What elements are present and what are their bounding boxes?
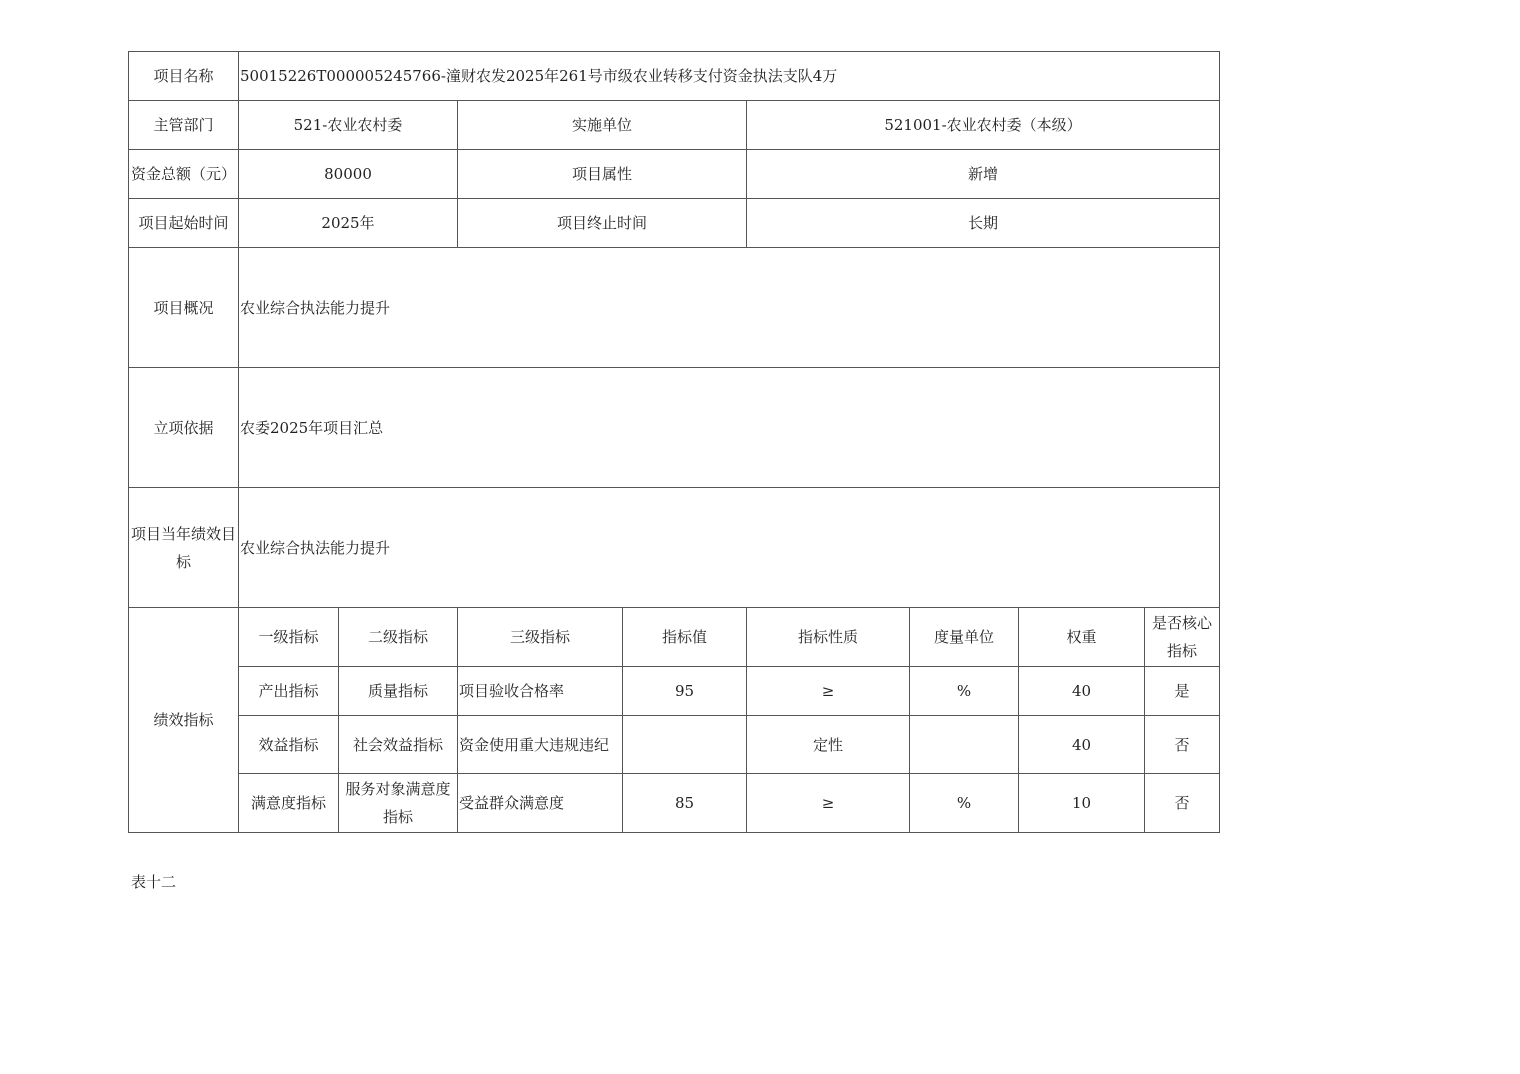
cell-level1: 产出指标 (239, 667, 339, 716)
cell-level1: 满意度指标 (239, 774, 339, 833)
cell-weight: 40 (1019, 667, 1145, 716)
cell-value: 95 (623, 667, 747, 716)
goal-row (129, 488, 1220, 608)
fund-row (129, 150, 1220, 199)
start-time-label: 项目起始时间 (129, 199, 239, 248)
header-level2: 二级指标 (339, 608, 458, 667)
cell-level2: 社会效益指标 (339, 716, 458, 774)
cell-level3: 受益群众满意度 (458, 774, 623, 833)
cell-unit: % (910, 774, 1019, 833)
goal-label: 项目当年绩效目标 (129, 488, 239, 608)
cell-nature: ≥ (747, 667, 910, 716)
overview-value: 农业综合执法能力提升 (239, 248, 1220, 368)
cell-unit (910, 716, 1019, 774)
overview-row (129, 248, 1220, 368)
cell-weight: 40 (1019, 716, 1145, 774)
end-time-value: 长期 (747, 199, 1220, 248)
header-value: 指标值 (623, 608, 747, 667)
indicators-section-label: 绩效指标 (129, 608, 239, 833)
end-time-label: 项目终止时间 (458, 199, 747, 248)
cell-nature: 定性 (747, 716, 910, 774)
cell-level2: 质量指标 (339, 667, 458, 716)
cell-weight: 10 (1019, 774, 1145, 833)
basis-row (129, 368, 1220, 488)
cell-unit: % (910, 667, 1019, 716)
total-fund-value: 80000 (239, 150, 458, 199)
header-core: 是否核心指标 (1145, 608, 1220, 667)
total-fund-label: 资金总额（元） (129, 150, 239, 199)
department-value: 521-农业农村委 (239, 101, 458, 150)
cell-core: 否 (1145, 716, 1220, 774)
goal-value: 农业综合执法能力提升 (239, 488, 1220, 608)
header-nature: 指标性质 (747, 608, 910, 667)
header-level1: 一级指标 (239, 608, 339, 667)
department-label: 主管部门 (129, 101, 239, 150)
period-row (129, 199, 1220, 248)
cell-core: 否 (1145, 774, 1220, 833)
cell-value (623, 716, 747, 774)
project-attribute-label: 项目属性 (458, 150, 747, 199)
cell-nature: ≥ (747, 774, 910, 833)
cell-value: 85 (623, 774, 747, 833)
implementing-unit-label: 实施单位 (458, 101, 747, 150)
cell-level3: 资金使用重大违规违纪 (458, 716, 623, 774)
start-time-value: 2025年 (239, 199, 458, 248)
project-performance-table (128, 51, 1220, 833)
cell-level2: 服务对象满意度指标 (339, 774, 458, 833)
cell-level1: 效益指标 (239, 716, 339, 774)
basis-value: 农委2025年项目汇总 (239, 368, 1220, 488)
implementing-unit-value: 521001-农业农村委（本级） (747, 101, 1220, 150)
project-name-value: 50015226T000005245766-潼财农发2025年261号市级农业转移支付资金执法支队4万 (239, 52, 1220, 101)
table-row (129, 716, 1220, 774)
header-level3: 三级指标 (458, 608, 623, 667)
project-name-label: 项目名称 (129, 52, 239, 101)
overview-label: 项目概况 (129, 248, 239, 368)
indicator-header-row (129, 608, 1220, 667)
header-unit: 度量单位 (910, 608, 1019, 667)
header-weight: 权重 (1019, 608, 1145, 667)
table-row (129, 667, 1220, 716)
table-caption: 表十二 (131, 873, 177, 891)
basis-label: 立项依据 (129, 368, 239, 488)
cell-core: 是 (1145, 667, 1220, 716)
project-attribute-value: 新增 (747, 150, 1220, 199)
department-row (129, 101, 1220, 150)
table-row (129, 774, 1220, 833)
cell-level3: 项目验收合格率 (458, 667, 623, 716)
project-name-row (129, 52, 1220, 101)
